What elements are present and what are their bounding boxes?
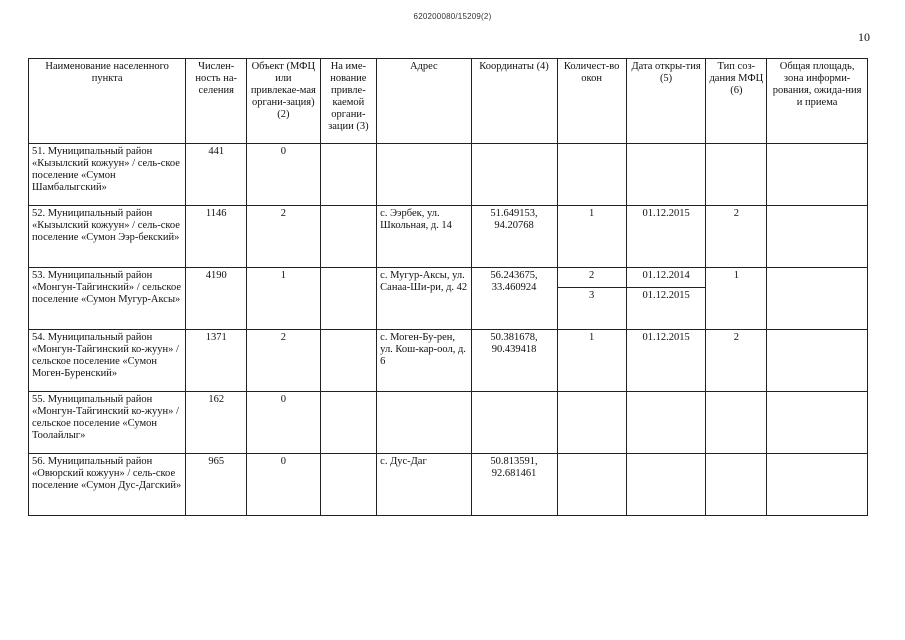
cell-windows: 3 [557, 288, 626, 330]
col-header-coordinates: Координаты (4) [471, 59, 557, 144]
col-header-area: Общая площадь, зона информи-рования, ожида-ния и приема [767, 59, 868, 144]
cell-windows [557, 454, 626, 516]
cell-coordinates: 51.649153, 94.20768 [471, 206, 557, 268]
cell-type: 2 [706, 330, 767, 392]
cell-type: 2 [706, 206, 767, 268]
cell-coordinates: 50.813591, 92.681461 [471, 454, 557, 516]
cell-coordinates: 50.381678, 90.439418 [471, 330, 557, 392]
cell-name: 54. Муниципальный район «Монгун-Тайгинский ко-жуун» / сельское поселение «Сумон Моген-Буренский» [29, 330, 186, 392]
cell-type [706, 144, 767, 206]
cell-org-name [320, 454, 377, 516]
cell-population: 4190 [186, 268, 247, 330]
col-header-windows: Количест-во окон [557, 59, 626, 144]
cell-address: с. Дус-Даг [377, 454, 471, 516]
cell-object: 2 [247, 206, 320, 268]
cell-population: 162 [186, 392, 247, 454]
cell-address: с. Ээрбек, ул. Школьная, д. 14 [377, 206, 471, 268]
table-row [29, 144, 868, 206]
cell-address: с. Моген-Бу-рен, ул. Кош-кар-оол, д. 6 [377, 330, 471, 392]
cell-coordinates: 56.243675, 33.460924 [471, 268, 557, 330]
cell-object: 0 [247, 144, 320, 206]
document-id: 620200080/15209(2) [413, 12, 492, 21]
page-number: 10 [858, 30, 870, 44]
table-row [29, 454, 868, 516]
table-row [29, 330, 868, 392]
cell-org-name [320, 144, 377, 206]
cell-name: 56. Муниципальный район «Овюрский кожуун» / сель-ское поселение «Сумон Дус-Дагский» [29, 454, 186, 516]
cell-object: 1 [247, 268, 320, 330]
cell-opening-date [626, 392, 706, 454]
col-header-org-name: На име-нование привле-каемой органи-зации (3) [320, 59, 377, 144]
table-row [29, 206, 868, 268]
cell-windows: 2 [557, 268, 626, 288]
cell-opening-date [626, 144, 706, 206]
cell-object: 0 [247, 392, 320, 454]
cell-area [767, 268, 868, 330]
cell-population: 1146 [186, 206, 247, 268]
cell-windows [557, 392, 626, 454]
cell-opening-date: 01.12.2015 [626, 206, 706, 268]
cell-address [377, 144, 471, 206]
cell-name: 53. Муниципальный район «Монгун-Тайгинский» / сельское поселение «Сумон Мугур-Аксы» [29, 268, 186, 330]
cell-address: с. Мугур-Аксы, ул. Санаа-Ши-ри, д. 42 [377, 268, 471, 330]
cell-population: 441 [186, 144, 247, 206]
cell-object: 2 [247, 330, 320, 392]
cell-coordinates [471, 392, 557, 454]
cell-population: 1371 [186, 330, 247, 392]
cell-org-name [320, 392, 377, 454]
cell-org-name [320, 268, 377, 330]
cell-coordinates [471, 144, 557, 206]
cell-address [377, 392, 471, 454]
table-row [29, 268, 868, 288]
col-header-name: Наименование населенного пункта [29, 59, 186, 144]
cell-type: 1 [706, 268, 767, 330]
cell-population: 965 [186, 454, 247, 516]
cell-type [706, 392, 767, 454]
cell-opening-date [626, 454, 706, 516]
cell-name: 55. Муниципальный район «Монгун-Тайгинский ко-жуун» / сельское поселение «Сумон Тоолайлыг» [29, 392, 186, 454]
cell-name: 52. Муниципальный район «Кызылский кожуун» / сель-ское поселение «Сумон Ээр-бекский» [29, 206, 186, 268]
table-row [29, 392, 868, 454]
cell-org-name [320, 330, 377, 392]
cell-windows [557, 144, 626, 206]
cell-area [767, 392, 868, 454]
col-header-opening-date: Дата откры-тия (5) [626, 59, 706, 144]
cell-area [767, 330, 868, 392]
col-header-object: Объект (МФЦ или привлекае-мая органи-зация) (2) [247, 59, 320, 144]
cell-area [767, 206, 868, 268]
cell-name: 51. Муниципальный район «Кызылский кожуун» / сель-ское поселение «Сумон Шамбалыгский» [29, 144, 186, 206]
cell-area [767, 144, 868, 206]
table-header-row [29, 59, 868, 144]
col-header-address: Адрес [377, 59, 471, 144]
col-header-type: Тип соз-дания МФЦ (6) [706, 59, 767, 144]
settlements-table [28, 58, 868, 516]
cell-opening-date: 01.12.2015 [626, 288, 706, 330]
cell-type [706, 454, 767, 516]
cell-area [767, 454, 868, 516]
cell-object: 0 [247, 454, 320, 516]
cell-opening-date: 01.12.2015 [626, 330, 706, 392]
cell-opening-date: 01.12.2014 [626, 268, 706, 288]
cell-windows: 1 [557, 330, 626, 392]
col-header-population: Числен-ность на-селения [186, 59, 247, 144]
cell-org-name [320, 206, 377, 268]
cell-windows: 1 [557, 206, 626, 268]
